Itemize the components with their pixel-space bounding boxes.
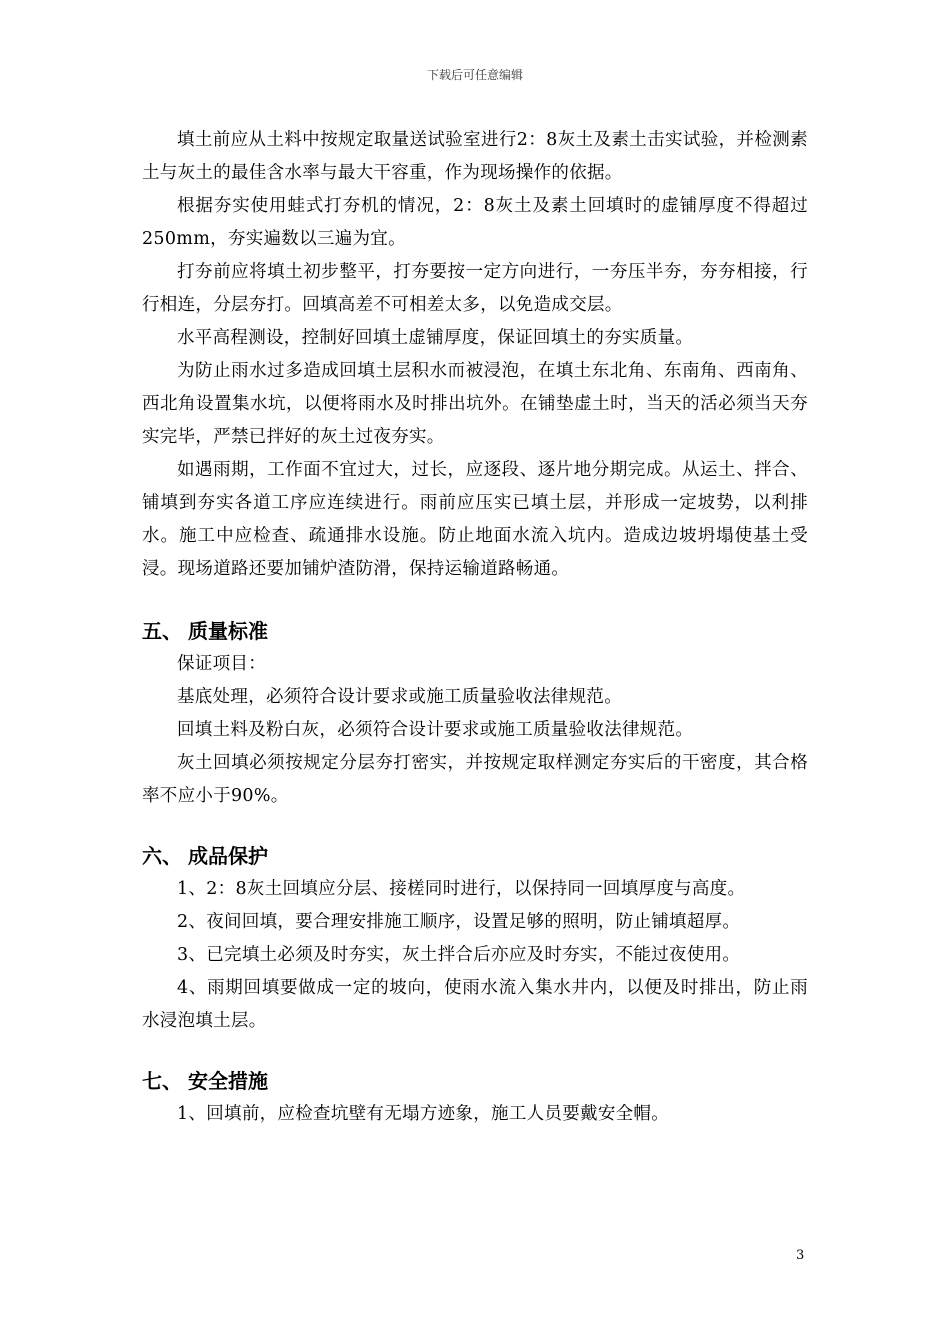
paragraph: 回填土料及粉白灰，必须符合设计要求或施工质量验收法律规范。 [177,720,694,740]
paragraph: 2、夜间回填，要合理安排施工顺序，设置足够的照明，防止铺填超厚。 [177,912,741,932]
page-header: 下载后可任意编辑 [426,68,523,82]
paragraph: 填土前应从土料中按规定取量送试验室进行2：8灰土及素土击实试验，并检测素土与灰土的最佳含水率与最大干容重，作为现场操作的依据。 [142,130,808,183]
section-title: 质量标准 [188,619,268,643]
paragraph: 保证项目： [177,654,266,674]
paragraph: 根据夯实使用蛙式打夯机的情况，2：8灰土及素土回填时的虚铺厚度不得超过250mm，夯实遍数以三遍为宜。 [142,196,808,249]
section-heading-protection [142,839,808,873]
document-body [142,124,808,1131]
paragraph: 如遇雨期，工作面不宜过大，过长，应逐段、逐片地分期完成。从运土、拌合、铺填到夯实各道工序应连续进行。雨前应压实已填土层，并形成一定坡势，以利排水。施工中应检查、疏通排水设施。防止地面水流入坑内。造成边坡坍塌使基土受浸。现场道路还要加铺炉渣防滑，保持运输道路畅通。 [142,460,808,579]
paragraph: 4、雨期回填要做成一定的坡向，使雨水流入集水井内，以便及时排出，防止雨水浸泡填土层。 [142,978,808,1031]
paragraph: 3、已完填土必须及时夯实，灰土拌合后亦应及时夯实，不能过夜使用。 [177,945,741,965]
section-heading-safety [142,1064,808,1098]
paragraph: 1、2：8灰土回填应分层、接槎同时进行，以保持同一回填厚度与高度。 [177,879,746,899]
section-number: 六、 [142,844,182,868]
paragraph: 灰土回填必须按规定分层夯打密实，并按规定取样测定夯实后的干密度，其合格率不应小于90%。 [142,753,808,806]
section-heading-quality [142,614,808,648]
paragraph: 1、回填前，应检查坑壁有无塌方迹象，施工人员要戴安全帽。 [177,1104,670,1124]
paragraph: 基底处理，必须符合设计要求或施工质量验收法律规范。 [177,687,622,707]
page-number: 3 [796,1248,805,1263]
section-number: 七、 [142,1069,182,1093]
paragraph: 为防止雨水过多造成回填土层积水而被浸泡，在填土东北角、东南角、西南角、西北角设置集水坑，以便将雨水及时排出坑外。在铺垫虚土时，当天的活必须当天夯实完毕，严禁已拌好的灰土过夜夯实。 [142,361,808,447]
paragraph: 打夯前应将填土初步整平，打夯要按一定方向进行，一夯压半夯，夯夯相接，行行相连，分层夯打。回填高差不可相差太多，以免造成交层。 [142,262,808,315]
section-number: 五、 [142,619,182,643]
section-title: 安全措施 [188,1069,268,1093]
section-title: 成品保护 [188,844,268,868]
paragraph: 水平高程测设，控制好回填土虚铺厚度，保证回填土的夯实质量。 [177,328,694,348]
